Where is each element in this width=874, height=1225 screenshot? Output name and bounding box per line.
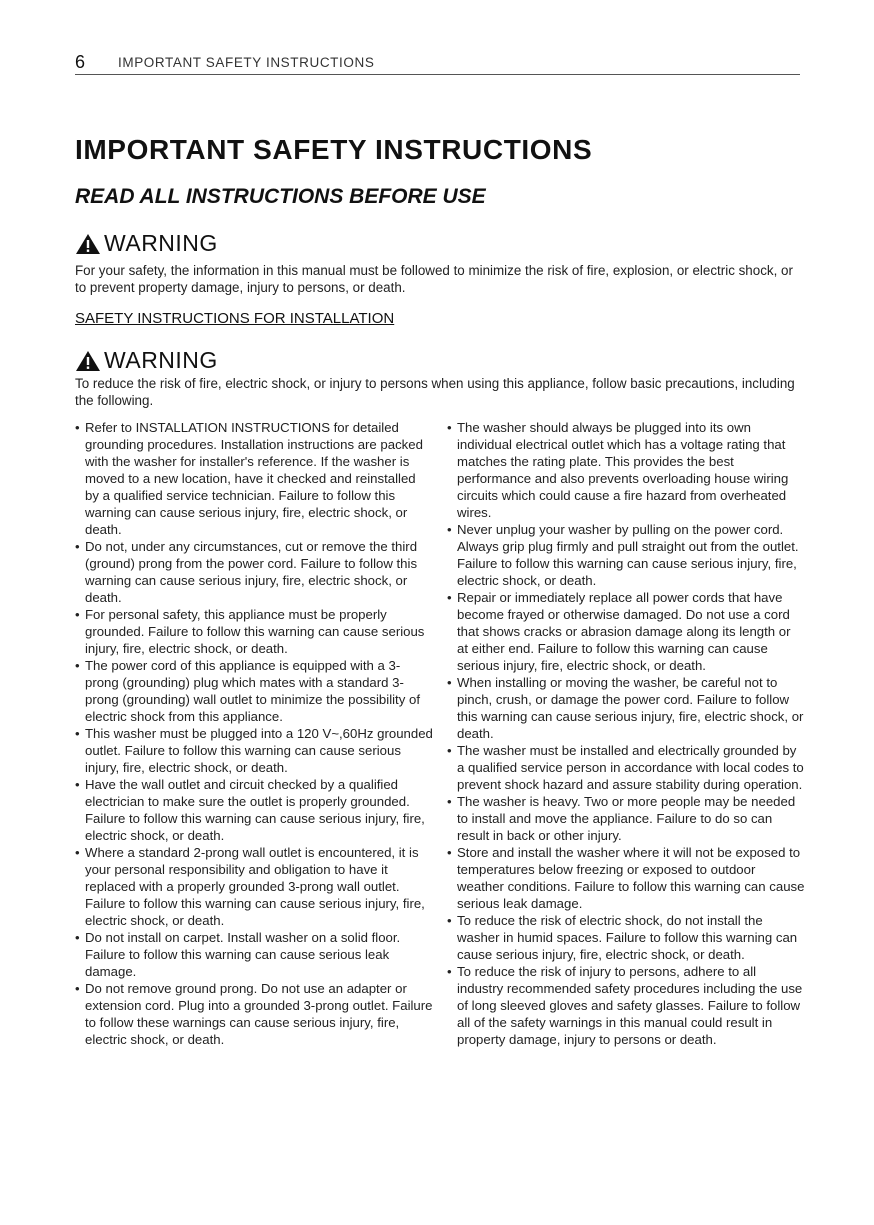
list-item: • Do not install on carpet. Install washer on a solid floor. Failure to follow this warning can cause serious leak damage. (75, 929, 433, 980)
list-item: • Where a standard 2-prong wall outlet is encountered, it is your personal responsibility and obligation to have it replaced with a properly grounded 3-prong wall outlet. Failure to follow this warning can cause serious injury, fire, electric shock, or death. (75, 844, 433, 929)
list-item: • To reduce the risk of injury to persons, adhere to all industry recommended safety procedures including the use of long sleeved gloves and safety glasses. Failure to follow all of the safety warnings in this manual could result in property damage, injury to persons or death. (447, 963, 805, 1048)
list-item: • Repair or immediately replace all power cords that have become frayed or otherwise damaged. Do not use a cord that shows cracks or abrasion damage along its length or at either end. Failure to follow this warning can cause serious injury, fire, electric shock, or death. (447, 589, 805, 674)
warning-text-2: To reduce the risk of fire, electric shock, or injury to persons when using this appliance, follow basic precautions, including the following. (75, 376, 795, 408)
list-item: • For personal safety, this appliance must be properly grounded. Failure to follow this warning can cause serious injury, fire, electric shock, or death. (75, 606, 433, 657)
list-item: • To reduce the risk of electric shock, do not install the washer in humid spaces. Failure to follow this warning can cause serious injury, fire, electric shock, or death. (447, 912, 805, 963)
page-number: 6 (75, 52, 86, 72)
page-header (75, 52, 800, 75)
list-item: • Do not remove ground prong. Do not use an adapter or extension cord. Plug into a grounded 3-prong outlet. Failure to follow these warnings can cause serious injury, fire, electric shock, or death. (75, 980, 433, 1048)
warning-text-1: For your safety, the information in this manual must be followed to minimize the risk of fire, explosion, or electric shock, or to prevent property damage, injury to persons, or death. (75, 263, 793, 295)
warning-triangle-icon (75, 233, 101, 255)
list-item: • The washer should always be plugged into its own individual electrical outlet which has a voltage rating that matches the rating plate. This provides the best performance and also prevents overloading house wiring circuits which could cause a fire hazard from overheated wires. (447, 419, 805, 521)
list-item: • Store and install the washer where it will not be exposed to temperatures below freezing or exposed to outdoor weather conditions. Failure to follow this warning can cause serious leak damage. (447, 844, 805, 912)
left-instruction-list (75, 419, 433, 1048)
list-item: • The power cord of this appliance is equipped with a 3-prong (grounding) plug which mates with a standard 3-prong (grounding) wall outlet to minimize the possibility of electric shock from this appliance. (75, 657, 433, 725)
list-item: • The washer is heavy. Two or more people may be needed to install and move the appliance. Failure to do so can result in back or other injury. (447, 793, 805, 844)
list-item: • This washer must be plugged into a 120 V~,60Hz grounded outlet. Failure to follow this warning can cause serious injury, fire, electric shock, or death. (75, 725, 433, 776)
warning-label: WARNING (104, 230, 218, 256)
list-item: • Refer to INSTALLATION INSTRUCTIONS for detailed grounding procedures. Installation instructions are packed with the washer for installer's reference. If the washer is moved to a new location, have it checked and reinstalled by a qualified service technician. Failure to follow this warning can cause serious injury, fire, electric shock, or death. (75, 419, 433, 538)
list-item: • Never unplug your washer by pulling on the power cord. Always grip plug firmly and pull straight out from the outlet. Failure to follow this warning can cause serious injury, fire, electric shock, or death. (447, 521, 805, 589)
warning-heading-2 (75, 347, 218, 374)
right-instruction-list (447, 419, 805, 1048)
list-item: • When installing or moving the washer, be careful not to pinch, crush, or damage the power cord. Failure to follow this warning can cause serious injury, fire, electric shock, or death. (447, 674, 805, 742)
warning-heading-1 (75, 230, 218, 257)
warning-triangle-icon (75, 350, 101, 372)
section-title: SAFETY INSTRUCTIONS FOR INSTALLATION (75, 310, 395, 327)
list-item: • Have the wall outlet and circuit checked by a qualified electrician to make sure the outlet is properly grounded. Failure to follow this warning can cause serious injury, fire, electric shock, or death. (75, 776, 433, 844)
header-title: IMPORTANT SAFETY INSTRUCTIONS (118, 55, 375, 70)
main-title: IMPORTANT SAFETY INSTRUCTIONS (75, 134, 593, 165)
subtitle: READ ALL INSTRUCTIONS BEFORE USE (75, 185, 486, 208)
list-item: • Do not, under any circumstances, cut or remove the third (ground) prong from the power cord. Failure to follow this warning can cause serious injury, fire, electric shock, or death. (75, 538, 433, 606)
list-item: • The washer must be installed and electrically grounded by a qualified service person in accordance with local codes to prevent shock hazard and assure stability during operation. (447, 742, 805, 793)
warning-label: WARNING (104, 347, 218, 373)
